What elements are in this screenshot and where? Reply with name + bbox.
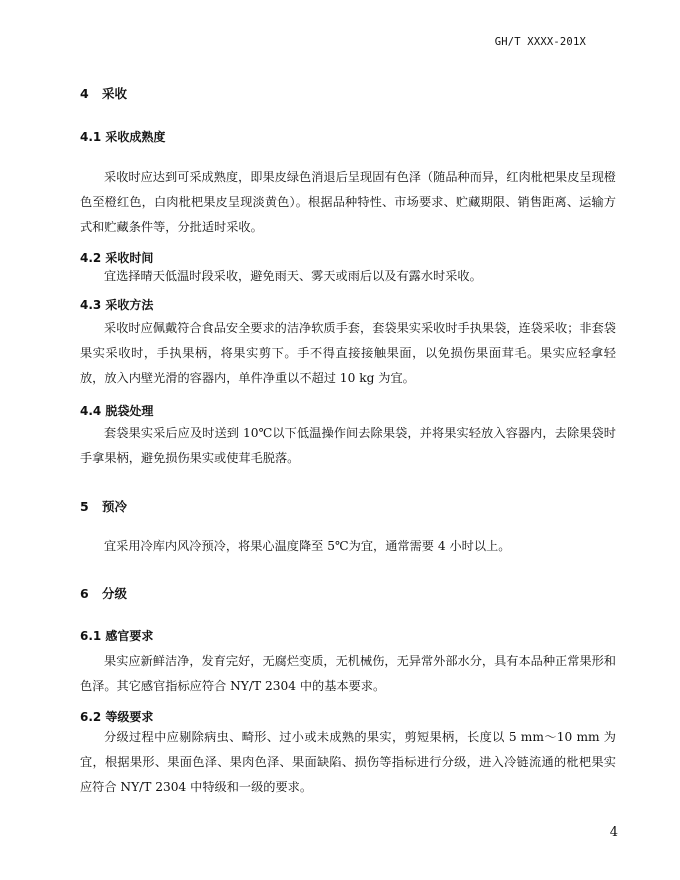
section-6-1-heading: 6.1 感官要求 xyxy=(80,629,154,643)
section-4-4-text: 套袋果实采后应及时送到 10℃以下低温操作间去除果袋，并将果实轻放入容器内，去除果袋时手拿果柄，避免损伤果实或使茸毛脱落。 xyxy=(80,426,616,465)
section-5-number: 5 xyxy=(80,499,89,514)
section-4-1-heading: 4.1 采收成熟度 xyxy=(80,130,166,144)
section-6-heading xyxy=(80,584,127,602)
section-5-title: 预冷 xyxy=(102,499,128,514)
section-4-number: 4 xyxy=(80,86,89,101)
document-code: GH/T XXXX-201X xyxy=(494,36,586,48)
section-6-2-heading: 6.2 等级要求 xyxy=(80,710,154,724)
section-5-heading xyxy=(80,497,127,515)
page-number: 4 xyxy=(609,825,618,840)
section-4-2-heading: 4.2 采收时间 xyxy=(80,251,154,265)
section-4-title: 采收 xyxy=(102,86,128,101)
section-4-heading xyxy=(80,84,127,102)
section-4-3-text: 采收时应佩戴符合食品安全要求的洁净软质手套，套袋果实采收时手执果袋，连袋采收；非套袋果实采收时，手执果柄，将果实剪下。手不得直接接触果面，以免损伤果面茸毛。果实应轻拿轻放，放入内壁光滑的容器内，单件净重以不超过 10 kg 为宜。 xyxy=(80,321,616,385)
section-6-number: 6 xyxy=(80,586,89,601)
section-4-3-heading: 4.3 采收方法 xyxy=(80,298,154,312)
section-4-4-heading: 4.4 脱袋处理 xyxy=(80,404,154,418)
section-6-1-text: 果实应新鲜洁净，发育完好，无腐烂变质，无机械伤，无异常外部水分，具有本品种正常果形和色泽。其它感官指标应符合 NY/T 2304 中的基本要求。 xyxy=(80,654,616,693)
section-4-2-text: 宜选择晴天低温时段采收，避免雨天、雾天或雨后以及有露水时采收。 xyxy=(104,269,482,283)
section-6-title: 分级 xyxy=(102,586,128,601)
section-6-2-text: 分级过程中应剔除病虫、畸形、过小或未成熟的果实，剪短果柄，长度以 5 mm～10 mm 为宜，根据果形、果面色泽、果肉色泽、果面缺陷、损伤等指标进行分级，进入冷链流通的枇杷果实应符合 NY/T 2304 中特级和一级的要求。 xyxy=(80,730,616,794)
section-4-1-text: 采收时应达到可采成熟度，即果皮绿色消退后呈现固有色泽（随品种而异，红肉枇杷果皮呈现橙色至橙红色，白肉枇杷果皮呈现淡黄色）。根据品种特性、市场要求、贮藏期限、销售距离、运输方式和贮藏条件等，分批适时采收。 xyxy=(80,170,616,234)
section-5-text: 宜采用冷库内风冷预冷，将果心温度降至 5℃为宜，通常需要 4 小时以上。 xyxy=(104,539,511,553)
